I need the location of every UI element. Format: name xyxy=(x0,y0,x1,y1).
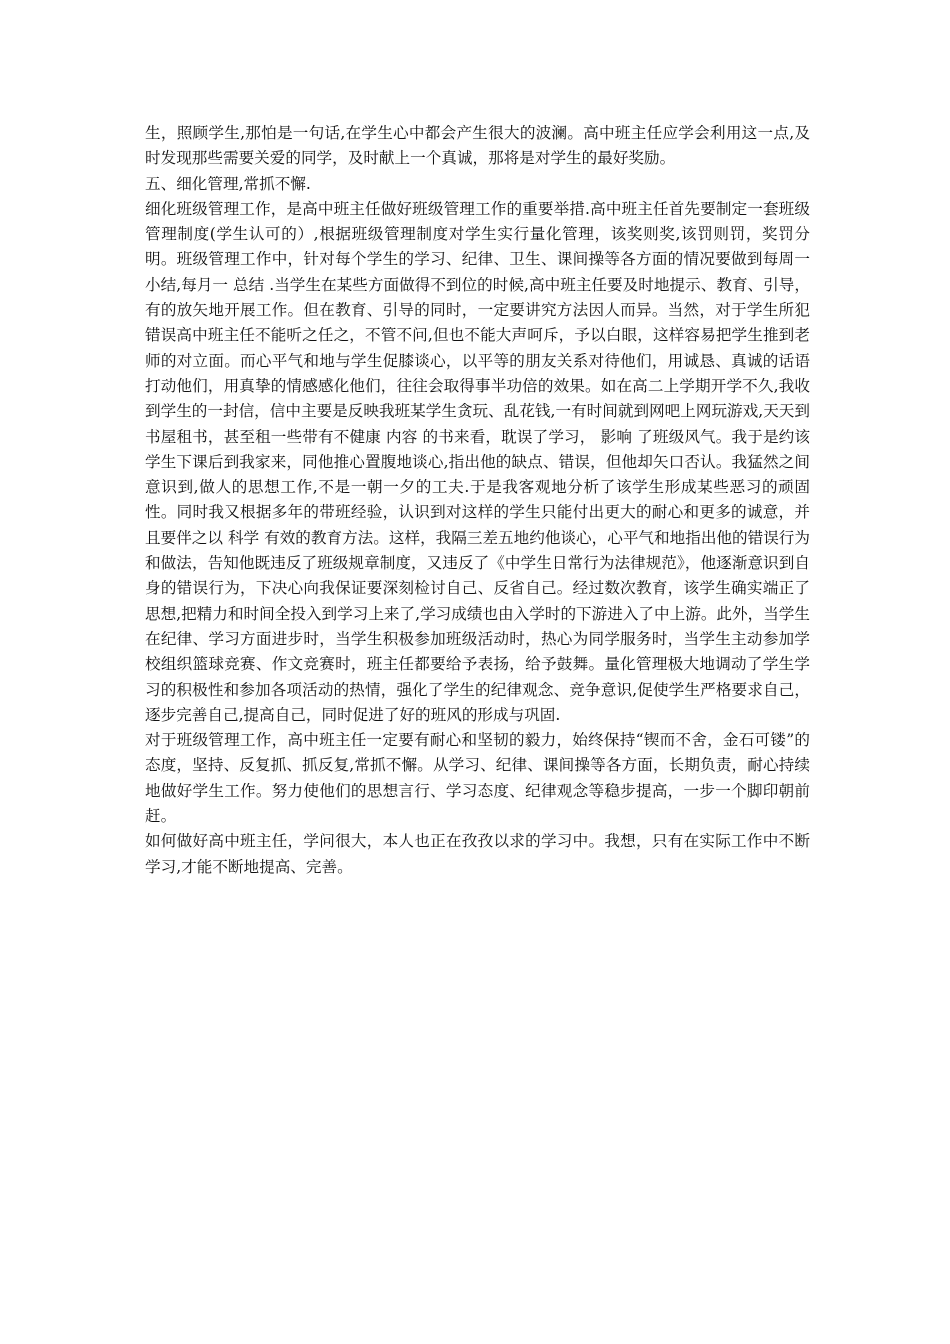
section-heading: 五、细化管理,常抓不懈. xyxy=(145,174,311,193)
document-page xyxy=(145,121,810,880)
paragraph-conclusion: 如何做好高中班主任，学问很大，本人也正在孜孜以求的学习中。我想，只有在实际工作中不断学习,才能不断地提高、完善。 xyxy=(145,832,810,876)
paragraph-summary: 对于班级管理工作，高中班主任一定要有耐心和坚韧的毅力，始终保持“锲而不舍，金石可镂”的态度，坚持、反复抓、抓反复,常抓不懈。从学习、纪律、课间操等各方面，长期负责，耐心持续地做好学生工作。努力使他们的思想言行、学习态度、纪律观念等稳步提高，一步一个脚印朝前赶。 xyxy=(145,731,810,826)
paragraph-body: 细化班级管理工作，是高中班主任做好班级管理工作的重要举措.高中班主任首先要制定一套班级管理制度(学生认可的）,根据班级管理制度对学生实行量化管理，该奖则奖,该罚则罚，奖罚分明。班级管理工作中，针对每个学生的学习、纪律、卫生、课间操等各方面的情况要做到每周一小结,每月一 总结 .当学生在某些方面做得不到位的时候,高中班主任要及时地提示、教育、引导，有的放矢地开展工作。但在教育、引导的同时，一定要讲究方法因人而异。当然，对于学生所犯错误高中班主任不能听之任之，不管不问,但也不能大声呵斥，予以白眼，这样容易把学生推到老师的对立面。而心平气和地与学生促膝谈心，以平等的朋友关系对待他们，用诚恳、真诚的话语打动他们，用真挚的情感感化他们，往往会取得事半功倍的效果。如在高二上学期开学不久,我收到学生的一封信，信中主要是反映我班某学生贪玩、乱花钱,一有时间就到网吧上网玩游戏,天天到书屋租书，甚至租一些带有不健康 内容 的书来看，耽误了学习， 影响 了班级风气。我于是约该学生下课后到我家来，同他推心置腹地谈心,指出他的缺点、错误，但他却矢口否认。我猛然之间意识到,做人的思想工作,不是一朝一夕的工夫.于是我客观地分析了该学生形成某些恶习的顽固性。同时我又根据多年的带班经验，认识到对这样的学生只能付出更大的耐心和更多的诚意，并且要伴之以 科学 有效的教育方法。这样，我隔三差五地约他谈心，心平气和地指出他的错误行为和做法，告知他既违反了班级规章制度，又违反了《中学生日常行为法律规范》，他逐渐意识到自身的错误行为，下决心向我保证要深刻检讨自己、反省自己。经过数次教育，该学生确实端正了思想,把精力和时间全投入到学习上来了,学习成绩也由入学时的下游进入了中上游。此外，当学生在纪律、学习方面进步时，当学生积极参加班级活动时，热心为同学服务时，当学生主动参加学校组织篮球竞赛、作文竞赛时，班主任都要给予表扬，给予鼓舞。量化管理极大地调动了学生学习的积极性和参加各项活动的热情，强化了学生的纪律观念、竞争意识,促使学生严格要求自己，逐步完善自己,提高自己，同时促进了好的班风的形成与巩固. xyxy=(145,199,810,724)
paragraph-intro: 生，照顾学生,那怕是一句话,在学生心中都会产生很大的波澜。高中班主任应学会利用这一点,及时发现那些需要关爱的同学，及时献上一个真诚，那将是对学生的最好奖励。 xyxy=(145,124,810,168)
